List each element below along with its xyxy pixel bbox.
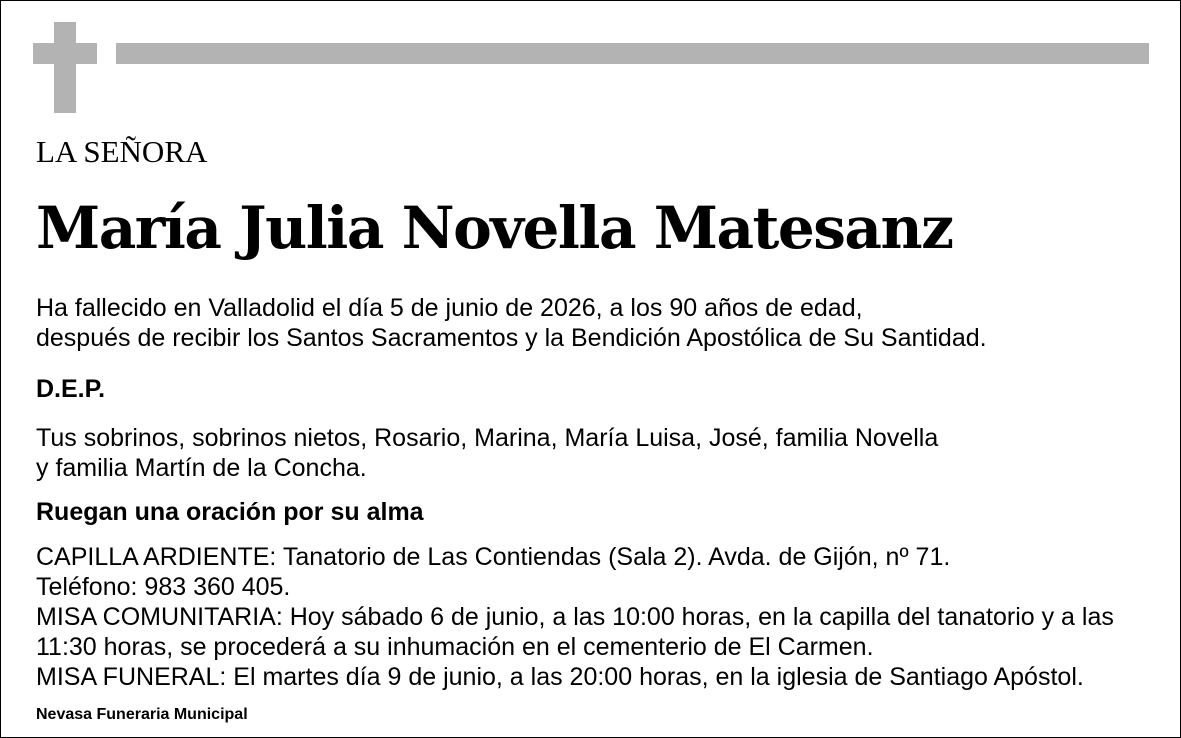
service-info: [36, 542, 1114, 692]
cross-vertical-beam: [54, 22, 76, 113]
info-line: CAPILLA ARDIENTE: Tanatorio de Las Contiendas (Sala 2). Avda. de Gijón, nº 71.: [36, 543, 951, 571]
death-line-1: Ha fallecido en Valladolid el día 5 de junio de 2026, a los 90 años de edad,: [36, 294, 863, 322]
info-line: 11:30 horas, se procederá a su inhumación en el cementerio de El Carmen.: [36, 633, 874, 661]
info-line: Teléfono: 983 360 405.: [36, 573, 291, 601]
family-mourners: [36, 423, 938, 483]
info-line: MISA FUNERAL: El martes día 9 de junio, a las 20:00 horas, en la iglesia de Santiago Apóstol.: [36, 663, 1084, 691]
deceased-name: María Julia Novella Matesanz: [36, 194, 953, 262]
header-bar: [116, 43, 1149, 64]
prayer-request: Ruegan una oración por su alma: [36, 498, 424, 526]
death-line-2: después de recibir los Santos Sacramentos y la Bendición Apostólica de Su Santidad.: [36, 324, 987, 352]
family-line-2: y familia Martín de la Concha.: [36, 454, 367, 482]
dep-text: D.E.P.: [36, 375, 106, 403]
honorific-title: LA SEÑORA: [36, 134, 208, 169]
info-line: MISA COMUNITARIA: Hoy sábado 6 de junio, a las 10:00 horas, en la capilla del tanatorio y a las: [36, 603, 1114, 631]
funeral-home-name: Nevasa Funeraria Municipal: [36, 706, 248, 723]
cross-horizontal-beam: [33, 43, 97, 64]
death-announcement: [36, 293, 987, 353]
family-line-1: Tus sobrinos, sobrinos nietos, Rosario, Marina, María Luisa, José, familia Novella: [36, 424, 939, 452]
